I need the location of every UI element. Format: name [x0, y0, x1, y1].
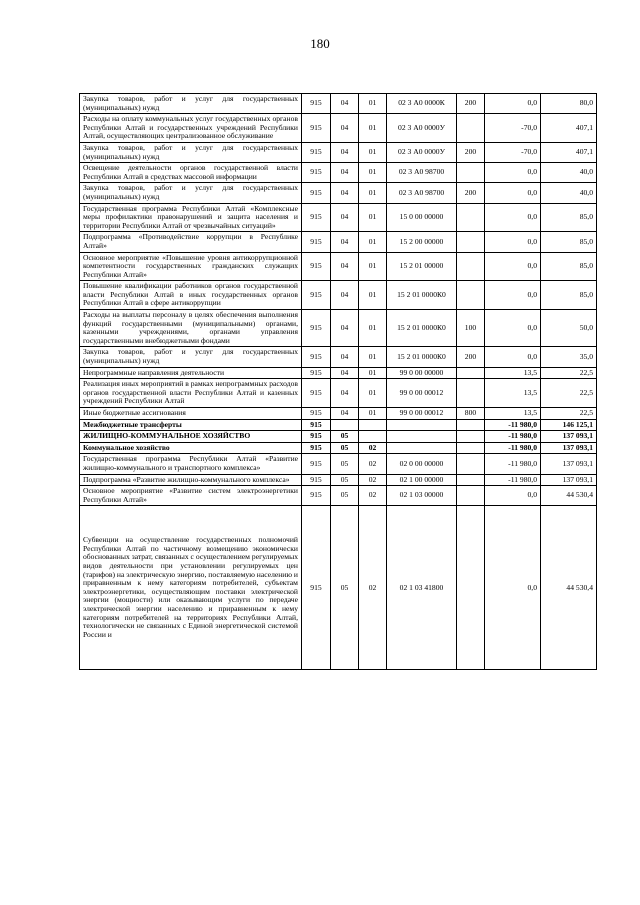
- row-section-code: 04: [331, 281, 359, 310]
- table-row: [80, 281, 597, 310]
- row-name: Освещение деятельности органов государственной власти Республики Алтай в средствах массовой информации: [80, 163, 302, 183]
- row-target-article: 99 0 00 00000: [387, 367, 457, 379]
- row-section-code: 05: [331, 474, 359, 486]
- row-target-article: 99 0 00 00012: [387, 408, 457, 420]
- row-expense-type: [457, 506, 485, 670]
- row-name: Государственная программа Республики Алтай «Развитие жилищно-коммунального и транспортного комплекса»: [80, 454, 302, 474]
- table-row: [80, 431, 597, 443]
- row-ministry-code: 915: [302, 419, 331, 431]
- row-ministry-code: 915: [302, 252, 331, 281]
- row-section-code: 04: [331, 367, 359, 379]
- row-total-amount: 137 093,1: [541, 442, 597, 454]
- row-section-code: 04: [331, 163, 359, 183]
- row-change-amount: 0,0: [485, 183, 541, 203]
- row-target-article: 02 3 А0 98700: [387, 163, 457, 183]
- row-change-amount: 0,0: [485, 506, 541, 670]
- row-name: ЖИЛИЩНО-КОММУНАЛЬНОЕ ХОЗЯЙСТВО: [80, 431, 302, 443]
- row-expense-type: [457, 281, 485, 310]
- row-total-amount: 40,0: [541, 183, 597, 203]
- row-name: Реализация иных мероприятий в рамках непрограммных расходов органов государственной власти Республики Алтай и казенных учреждений Республики Алтай: [80, 379, 302, 408]
- row-subsection-code: 01: [359, 142, 387, 162]
- row-expense-type: 200: [457, 142, 485, 162]
- row-ministry-code: 915: [302, 431, 331, 443]
- row-expense-type: [457, 367, 485, 379]
- row-expense-type: 800: [457, 408, 485, 420]
- row-ministry-code: 915: [302, 203, 331, 232]
- table-row: [80, 442, 597, 454]
- row-ministry-code: 915: [302, 367, 331, 379]
- table-row: [80, 142, 597, 162]
- row-name: Субвенции на осуществление государственных полномочий Республики Алтай по частичному возмещению экономически обоснованных затрат, связанных с осуществлением регулируемых видов деятельности при установлении регулируемых цен (тарифов) на электрическую энергию, поставляемую населению и приравненным к нему категориям потребителей, субъектам электроэнергетики, осуществляющим поставки электрической энергии (мощности) или оказывающим услуги по передаче электрической энергии населению и приравненным к нему категориям потребителей на территориях Республики Алтай, технологически не связанных с Единой энергетической системой России и: [80, 506, 302, 670]
- row-name: Повышение квалификации работников органов государственной власти Республики Алтай в иных государственных органов Республики Алтай в сфере антикоррупции: [80, 281, 302, 310]
- row-subsection-code: 01: [359, 281, 387, 310]
- row-total-amount: 22,5: [541, 367, 597, 379]
- row-section-code: 04: [331, 183, 359, 203]
- row-total-amount: 35,0: [541, 347, 597, 367]
- row-change-amount: -70,0: [485, 114, 541, 143]
- row-total-amount: 85,0: [541, 203, 597, 232]
- row-subsection-code: [359, 419, 387, 431]
- row-total-amount: 80,0: [541, 94, 597, 114]
- row-ministry-code: 915: [302, 232, 331, 252]
- row-total-amount: 85,0: [541, 281, 597, 310]
- row-name: Закупка товаров, работ и услуг для государственных (муниципальных) нужд: [80, 94, 302, 114]
- table-row: [80, 408, 597, 420]
- row-expense-type: [457, 379, 485, 408]
- row-name: Основное мероприятие «Развитие систем электроэнергетики Республики Алтай»: [80, 486, 302, 506]
- row-subsection-code: 01: [359, 94, 387, 114]
- row-ministry-code: 915: [302, 183, 331, 203]
- row-change-amount: -11 980,0: [485, 474, 541, 486]
- row-section-code: 05: [331, 486, 359, 506]
- row-section-code: 04: [331, 379, 359, 408]
- row-change-amount: 0,0: [485, 347, 541, 367]
- table-row: [80, 114, 597, 143]
- row-subsection-code: 02: [359, 486, 387, 506]
- row-subsection-code: 01: [359, 203, 387, 232]
- row-target-article: 15 2 00 00000: [387, 232, 457, 252]
- table-row: [80, 203, 597, 232]
- row-section-code: 04: [331, 94, 359, 114]
- row-target-article: 99 0 00 00012: [387, 379, 457, 408]
- table-row: [80, 506, 597, 670]
- row-subsection-code: 02: [359, 454, 387, 474]
- row-subsection-code: 01: [359, 379, 387, 408]
- row-section-code: 05: [331, 454, 359, 474]
- row-subsection-code: 01: [359, 232, 387, 252]
- row-name: Коммунальное хозяйство: [80, 442, 302, 454]
- row-name: Расходы на оплату коммунальных услуг государственных органов Республики Алтай и государственных учреждений Республики Алтай, осуществляющих централизованное обслуживание: [80, 114, 302, 143]
- row-subsection-code: 01: [359, 367, 387, 379]
- row-change-amount: -11 980,0: [485, 419, 541, 431]
- row-name: Межбюджетные трансферты: [80, 419, 302, 431]
- row-target-article: 02 3 А0 0000У: [387, 114, 457, 143]
- row-change-amount: 0,0: [485, 203, 541, 232]
- row-target-article: [387, 442, 457, 454]
- row-ministry-code: 915: [302, 142, 331, 162]
- row-expense-type: [457, 454, 485, 474]
- table-row: [80, 310, 597, 347]
- row-target-article: 02 3 А0 98700: [387, 183, 457, 203]
- row-target-article: 02 3 А0 0000У: [387, 142, 457, 162]
- page-number: 180: [310, 36, 330, 51]
- row-expense-type: [457, 431, 485, 443]
- row-expense-type: 200: [457, 347, 485, 367]
- row-total-amount: 85,0: [541, 252, 597, 281]
- row-ministry-code: 915: [302, 506, 331, 670]
- row-ministry-code: 915: [302, 347, 331, 367]
- row-expense-type: 200: [457, 94, 485, 114]
- row-expense-type: [457, 232, 485, 252]
- table-row: [80, 94, 597, 114]
- row-change-amount: -11 980,0: [485, 431, 541, 443]
- row-expense-type: [457, 252, 485, 281]
- row-change-amount: 0,0: [485, 94, 541, 114]
- row-name: Основное мероприятие «Повышение уровня антикоррупционной компетентности государственных гражданских служащих Республики Алтай»: [80, 252, 302, 281]
- row-section-code: 04: [331, 232, 359, 252]
- row-name: Подпрограмма «Противодействие коррупции в Республике Алтай»: [80, 232, 302, 252]
- row-section-code: 04: [331, 114, 359, 143]
- row-ministry-code: 915: [302, 281, 331, 310]
- row-name: Подпрограмма «Развитие жилищно-коммунального комплекса»: [80, 474, 302, 486]
- row-expense-type: [457, 114, 485, 143]
- row-ministry-code: 915: [302, 408, 331, 420]
- row-section-code: 05: [331, 431, 359, 443]
- row-name: Непрограммные направления деятельности: [80, 367, 302, 379]
- row-total-amount: 407,1: [541, 114, 597, 143]
- row-target-article: 15 2 01 0000К0: [387, 310, 457, 347]
- row-name: Закупка товаров, работ и услуг для государственных (муниципальных) нужд: [80, 142, 302, 162]
- row-ministry-code: 915: [302, 379, 331, 408]
- row-subsection-code: 01: [359, 114, 387, 143]
- row-ministry-code: 915: [302, 474, 331, 486]
- row-total-amount: 407,1: [541, 142, 597, 162]
- row-subsection-code: 02: [359, 474, 387, 486]
- row-section-code: 05: [331, 442, 359, 454]
- row-target-article: 02 1 00 00000: [387, 474, 457, 486]
- table-row: [80, 163, 597, 183]
- row-change-amount: 0,0: [485, 486, 541, 506]
- table-body: [80, 94, 597, 670]
- row-name: Государственная программа Республики Алтай «Комплексные меры профилактики правонарушений и защита населения и территории Республики Алтай от чрезвычайных ситуаций»: [80, 203, 302, 232]
- row-target-article: 02 1 03 41800: [387, 506, 457, 670]
- row-expense-type: [457, 474, 485, 486]
- row-change-amount: 13,5: [485, 408, 541, 420]
- row-ministry-code: 915: [302, 310, 331, 347]
- row-target-article: 15 2 01 00000: [387, 252, 457, 281]
- row-subsection-code: 01: [359, 310, 387, 347]
- row-target-article: [387, 431, 457, 443]
- row-subsection-code: 02: [359, 442, 387, 454]
- row-expense-type: [457, 442, 485, 454]
- row-total-amount: 44 530,4: [541, 506, 597, 670]
- row-subsection-code: 01: [359, 183, 387, 203]
- row-expense-type: 100: [457, 310, 485, 347]
- row-section-code: 04: [331, 203, 359, 232]
- row-section-code: 04: [331, 408, 359, 420]
- row-target-article: 15 0 00 00000: [387, 203, 457, 232]
- row-target-article: [387, 419, 457, 431]
- row-change-amount: -70,0: [485, 142, 541, 162]
- row-expense-type: [457, 486, 485, 506]
- row-total-amount: 40,0: [541, 163, 597, 183]
- row-change-amount: -11 980,0: [485, 454, 541, 474]
- row-subsection-code: 02: [359, 506, 387, 670]
- table-row: [80, 183, 597, 203]
- row-section-code: 05: [331, 506, 359, 670]
- row-target-article: 15 2 01 0000К0: [387, 347, 457, 367]
- row-ministry-code: 915: [302, 114, 331, 143]
- row-expense-type: 200: [457, 183, 485, 203]
- row-ministry-code: 915: [302, 454, 331, 474]
- table-row: [80, 232, 597, 252]
- row-expense-type: [457, 419, 485, 431]
- row-ministry-code: 915: [302, 486, 331, 506]
- table-row: [80, 347, 597, 367]
- row-change-amount: 0,0: [485, 281, 541, 310]
- row-name: Расходы на выплаты персоналу в целях обеспечения выполнения функций государственными (муниципальными) органами, казенными учреждениями, органами управления государственными внебюджетными фондами: [80, 310, 302, 347]
- row-total-amount: 85,0: [541, 232, 597, 252]
- table-row: [80, 474, 597, 486]
- table-row: [80, 252, 597, 281]
- row-change-amount: 0,0: [485, 252, 541, 281]
- row-total-amount: 137 093,1: [541, 431, 597, 443]
- row-expense-type: [457, 163, 485, 183]
- table-row: [80, 379, 597, 408]
- row-change-amount: -11 980,0: [485, 442, 541, 454]
- table-row: [80, 367, 597, 379]
- row-change-amount: 0,0: [485, 310, 541, 347]
- row-section-code: [331, 419, 359, 431]
- row-section-code: 04: [331, 310, 359, 347]
- row-total-amount: 137 093,1: [541, 474, 597, 486]
- row-ministry-code: 915: [302, 94, 331, 114]
- row-section-code: 04: [331, 252, 359, 281]
- row-total-amount: 22,5: [541, 379, 597, 408]
- row-change-amount: 13,5: [485, 367, 541, 379]
- row-total-amount: 137 093,1: [541, 454, 597, 474]
- row-name: Закупка товаров, работ и услуг для государственных (муниципальных) нужд: [80, 347, 302, 367]
- row-ministry-code: 915: [302, 163, 331, 183]
- row-target-article: 02 3 А0 0000К: [387, 94, 457, 114]
- row-subsection-code: [359, 431, 387, 443]
- row-total-amount: 50,0: [541, 310, 597, 347]
- table-row: [80, 419, 597, 431]
- row-target-article: 02 1 03 00000: [387, 486, 457, 506]
- row-expense-type: [457, 203, 485, 232]
- table-row: [80, 486, 597, 506]
- row-total-amount: 146 125,1: [541, 419, 597, 431]
- row-ministry-code: 915: [302, 442, 331, 454]
- row-subsection-code: 01: [359, 163, 387, 183]
- row-total-amount: 22,5: [541, 408, 597, 420]
- row-change-amount: 13,5: [485, 379, 541, 408]
- row-target-article: 15 2 01 0000К0: [387, 281, 457, 310]
- row-section-code: 04: [331, 142, 359, 162]
- row-section-code: 04: [331, 347, 359, 367]
- row-change-amount: 0,0: [485, 163, 541, 183]
- row-total-amount: 44 530,4: [541, 486, 597, 506]
- table-row: [80, 454, 597, 474]
- row-name: Закупка товаров, работ и услуг для государственных (муниципальных) нужд: [80, 183, 302, 203]
- row-subsection-code: 01: [359, 347, 387, 367]
- row-subsection-code: 01: [359, 252, 387, 281]
- budget-table: [79, 93, 597, 670]
- row-change-amount: 0,0: [485, 232, 541, 252]
- row-subsection-code: 01: [359, 408, 387, 420]
- row-target-article: 02 0 00 00000: [387, 454, 457, 474]
- row-name: Иные бюджетные ассигнования: [80, 408, 302, 420]
